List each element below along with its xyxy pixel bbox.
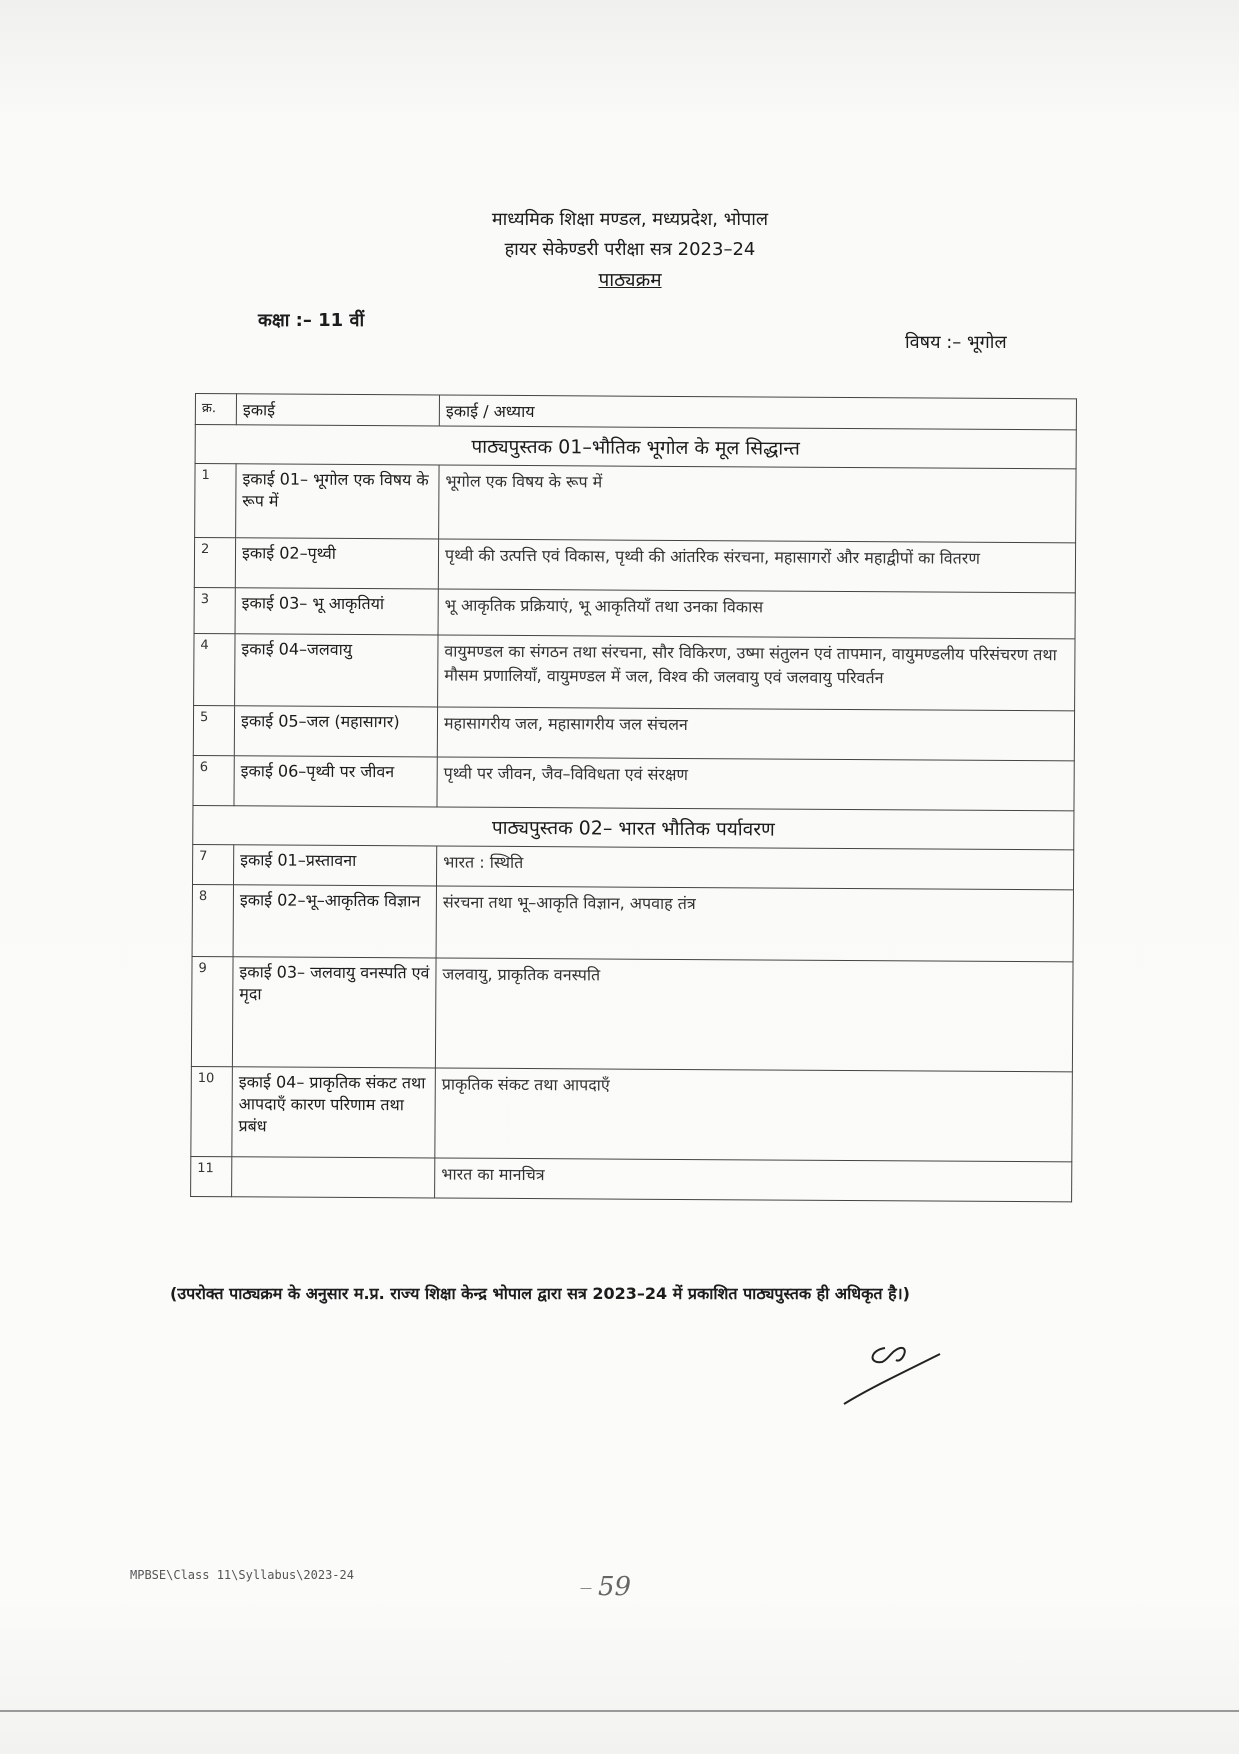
row-number: 7 bbox=[192, 844, 233, 884]
row-number: 8 bbox=[192, 884, 233, 956]
row-unit: इकाई 02–भू–आकृतिक विज्ञान bbox=[233, 885, 436, 958]
board-name: माध्यमिक शिक्षा मण्डल, मध्यप्रदेश, भोपाल bbox=[491, 209, 769, 230]
row-unit: इकाई 03– भू आकृतियां bbox=[235, 588, 438, 635]
row-chapter: पृथ्वी पर जीवन, जैव–विविधता एवं संरक्षण bbox=[437, 757, 1074, 811]
signature-mark bbox=[830, 1330, 950, 1410]
row-chapter: प्राकृतिक संकट तथा आपदाएँ bbox=[435, 1068, 1073, 1162]
row-number: 4 bbox=[194, 633, 235, 705]
authorization-note: (उपरोक्त पाठ्यक्रम के अनुसार म.प्र. राज्य शिक्षा केन्द्र भोपाल द्वारा सत्र 2023–24 में प्रकाशित पाठ्यपुस्तक ही अधिकृत है।) bbox=[170, 1284, 910, 1303]
column-header-number: क्र. bbox=[195, 394, 236, 425]
row-unit: इकाई 04–जलवायु bbox=[235, 634, 438, 707]
class-label: कक्षा :– 11 वीं bbox=[258, 310, 365, 331]
table-row bbox=[194, 587, 1075, 638]
row-unit: इकाई 01– भूगोल एक विषय के रूप में bbox=[236, 464, 439, 539]
row-number: 11 bbox=[191, 1156, 232, 1196]
row-number: 10 bbox=[191, 1066, 233, 1156]
column-header-unit: इकाई bbox=[236, 394, 439, 426]
table-row bbox=[194, 633, 1075, 710]
table-row bbox=[195, 464, 1076, 543]
table-row bbox=[192, 884, 1073, 961]
row-number: 5 bbox=[193, 705, 234, 755]
row-unit bbox=[232, 1157, 435, 1198]
file-path: MPBSE\Class 11\Syllabus\2023-24 bbox=[130, 1568, 354, 1582]
row-chapter: भारत : स्थिति bbox=[436, 846, 1073, 890]
row-unit: इकाई 01–प्रस्तावना bbox=[233, 845, 436, 886]
table-row bbox=[191, 956, 1073, 1071]
column-header-chapter: इकाई / अध्याय bbox=[439, 395, 1076, 430]
row-chapter: भूगोल एक विषय के रूप में bbox=[439, 465, 1076, 543]
row-unit: इकाई 02–पृथ्वी bbox=[235, 538, 438, 589]
row-chapter: पृथ्वी की उत्पत्ति एवं विकास, पृथ्वी की आंतरिक संरचना, महासागरों और महाद्वीपों का वितरण bbox=[438, 539, 1075, 593]
row-chapter: संरचना तथा भू–आकृति विज्ञान, अपवाह तंत्र bbox=[436, 886, 1073, 962]
row-number: 6 bbox=[193, 755, 234, 805]
table-row bbox=[194, 538, 1075, 593]
row-chapter: महासागरीय जल, महासागरीय जल संचलन bbox=[437, 707, 1074, 761]
page-number: — 59 bbox=[580, 1572, 632, 1602]
section-row bbox=[193, 805, 1074, 849]
row-chapter: भू आकृतिक प्रक्रियाएं, भू आकृतियाँ तथा उनका विकास bbox=[438, 589, 1075, 639]
row-chapter: भारत का मानचित्र bbox=[435, 1158, 1072, 1202]
row-unit: इकाई 05–जल (महासागर) bbox=[234, 706, 437, 757]
bottom-rule bbox=[0, 1710, 1239, 1712]
section-row bbox=[195, 425, 1076, 469]
table-row bbox=[192, 844, 1073, 889]
page-number-value: 59 bbox=[598, 1572, 632, 1602]
row-unit: इकाई 06–पृथ्वी पर जीवन bbox=[234, 756, 437, 807]
row-number: 2 bbox=[194, 538, 235, 588]
section-title-textbook-1: पाठ्यपुस्तक 01–भौतिक भूगोल के मूल सिद्धान्त bbox=[195, 425, 1076, 469]
document-header bbox=[420, 205, 840, 295]
subject-label: विषय :– भूगोल bbox=[905, 332, 1007, 353]
table-row bbox=[193, 755, 1074, 810]
row-unit: इकाई 03– जलवायु वनस्पति एवं मृदा bbox=[232, 957, 436, 1068]
table-row bbox=[191, 1156, 1072, 1201]
syllabus-table bbox=[190, 393, 1077, 1202]
row-chapter: वायुमण्डल का संगठन तथा संरचना, सौर विकिरण, उष्मा संतुलन एवं तापमान, वायुमण्डलीय परिसंचरण तथा मौसम प्रणालियाँ, वायुमण्डल में जल, विश्व की जलवायु एवं जलवायु परिवर्तन bbox=[438, 635, 1075, 711]
document-title: पाठ्यक्रम bbox=[598, 269, 662, 291]
row-number: 9 bbox=[191, 956, 233, 1066]
table-row bbox=[193, 705, 1074, 760]
row-number: 1 bbox=[195, 464, 236, 538]
row-chapter: जलवायु, प्राकृतिक वनस्पति bbox=[435, 958, 1073, 1072]
section-title-textbook-2: पाठ्यपुस्तक 02– भारत भौतिक पर्यावरण bbox=[193, 805, 1074, 849]
row-unit: इकाई 04– प्राकृतिक संकट तथा आपदाएँ कारण परिणाम तथा प्रबंध bbox=[232, 1067, 436, 1158]
row-number: 3 bbox=[194, 587, 235, 633]
table-row bbox=[191, 1066, 1073, 1161]
exam-session: हायर सेकेण्डरी परीक्षा सत्र 2023–24 bbox=[504, 239, 756, 260]
